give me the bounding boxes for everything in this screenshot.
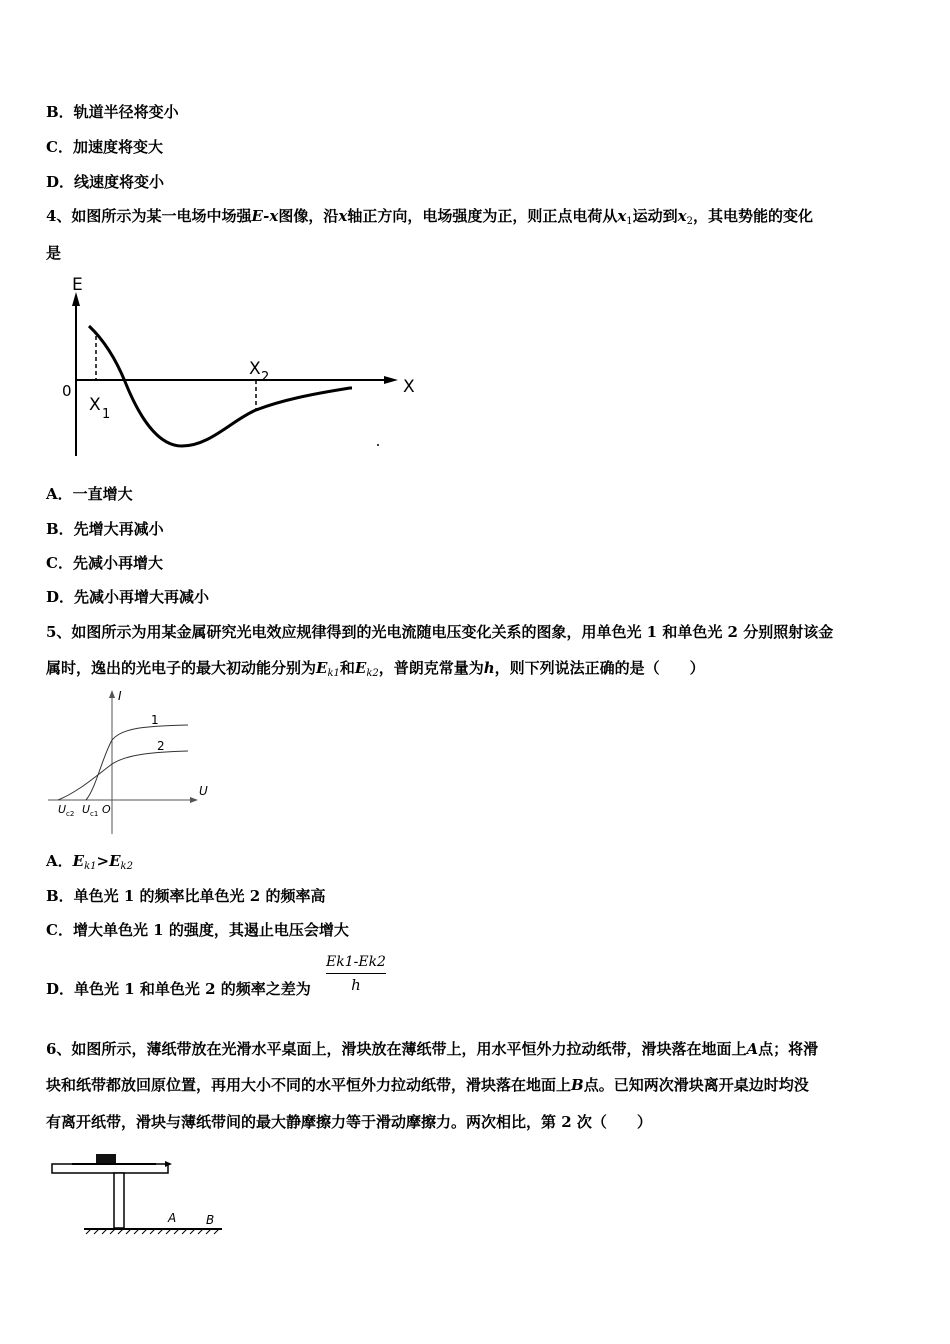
- q6-table-diagram: [46, 1148, 236, 1238]
- q5-option-d-fraction: [326, 954, 386, 994]
- origin-label: 0: [62, 382, 72, 400]
- q6-stem-line3: 有离开纸带，滑块与薄纸带间的最大静摩擦力等于滑动摩擦力。两次相比，第 2 次（ ）: [46, 1113, 652, 1131]
- q5-option-c: C．增大单色光 1 的强度，其遏止电压会增大: [46, 921, 349, 939]
- point-a-label: A: [168, 1211, 177, 1225]
- uc2-label: U: [58, 803, 67, 816]
- q5-stem-line1: 5、如图所示为用某金属研究光电效应规律得到的光电流随电压变化关系的图象，用单色光 1 和单色光 2 分别照射该金: [46, 623, 834, 641]
- stray-dot: [377, 444, 379, 446]
- uc1-label: U: [82, 803, 91, 816]
- i-label: I: [118, 689, 122, 703]
- i-axis-arrow: [109, 690, 115, 698]
- x2-sub: 2: [261, 370, 270, 385]
- fraction-numerator: Ek1-Ek2: [326, 954, 386, 974]
- q3-option-c: C．加速度将变大: [46, 138, 163, 156]
- curve-2: [58, 751, 188, 800]
- q4-option-d: D．先减小再增大再减小: [46, 588, 210, 606]
- q5-option-b: B．单色光 1 的频率比单色光 2 的频率高: [46, 887, 326, 905]
- q4-stem-line1: 4、如图所示为某一电场中场强E-x图像，沿x轴正方向，电场强度为正，则正点电荷从$x_1$运动到$x_2$，其电势能的变化: [46, 207, 814, 227]
- slider-block: [96, 1154, 116, 1164]
- q5-iu-graph: [44, 688, 224, 838]
- q4-ex-graph: [60, 270, 430, 470]
- u-axis-arrow: [190, 797, 198, 803]
- q4-option-a: A．一直增大: [46, 485, 133, 503]
- u-label: U: [199, 784, 208, 798]
- q5-stem-line2: 属时，逸出的光电子的最大初动能分别为$E_{k1}$和$E_{k2}$，普朗克常量为h，则下列说法正确的是（ ）: [46, 659, 705, 679]
- e-label: E: [72, 275, 83, 295]
- q6-stem-line1: 6、如图所示，薄纸带放在光滑水平桌面上，滑块放在薄纸带上，用水平恒外力拉动纸带，滑块落在地面上A点；将滑: [46, 1040, 819, 1058]
- curve-1-label: 1: [151, 713, 159, 727]
- curve-2-label: 2: [157, 739, 165, 753]
- table-leg: [114, 1173, 124, 1228]
- table-top: [52, 1164, 168, 1173]
- x1-label: X: [89, 395, 101, 415]
- uc2-sub: c2: [66, 810, 75, 818]
- o-label: O: [102, 803, 111, 816]
- q6-stem-line2: 块和纸带都放回原位置，再用大小不同的水平恒外力拉动纸带，滑块落在地面上B点。已知两次滑块离开桌边时均没: [46, 1076, 809, 1094]
- uc1-sub: c1: [90, 810, 99, 818]
- q4-option-c: C．先减小再增大: [46, 554, 163, 572]
- fraction-denominator: h: [351, 976, 361, 994]
- q3-option-d: D．线速度将变小: [46, 173, 165, 191]
- e-x-curve: [89, 326, 352, 446]
- q5-option-a: A．$E_{k1}>E_{k2}$: [46, 852, 133, 872]
- q3-option-b: B．轨道半径将变小: [46, 103, 179, 121]
- q5-option-d: D．单色光 1 和单色光 2 的频率之差为: [46, 980, 311, 998]
- x1-sub: 1: [102, 407, 111, 422]
- x-axis-arrow: [384, 376, 398, 384]
- q4-option-b: B．先增大再减小: [46, 520, 164, 538]
- curve-1: [86, 725, 188, 800]
- q4-stem-line2: 是: [46, 244, 62, 262]
- x2-label: X: [249, 359, 261, 379]
- point-b-label: B: [206, 1213, 215, 1227]
- x-label: X: [403, 377, 415, 397]
